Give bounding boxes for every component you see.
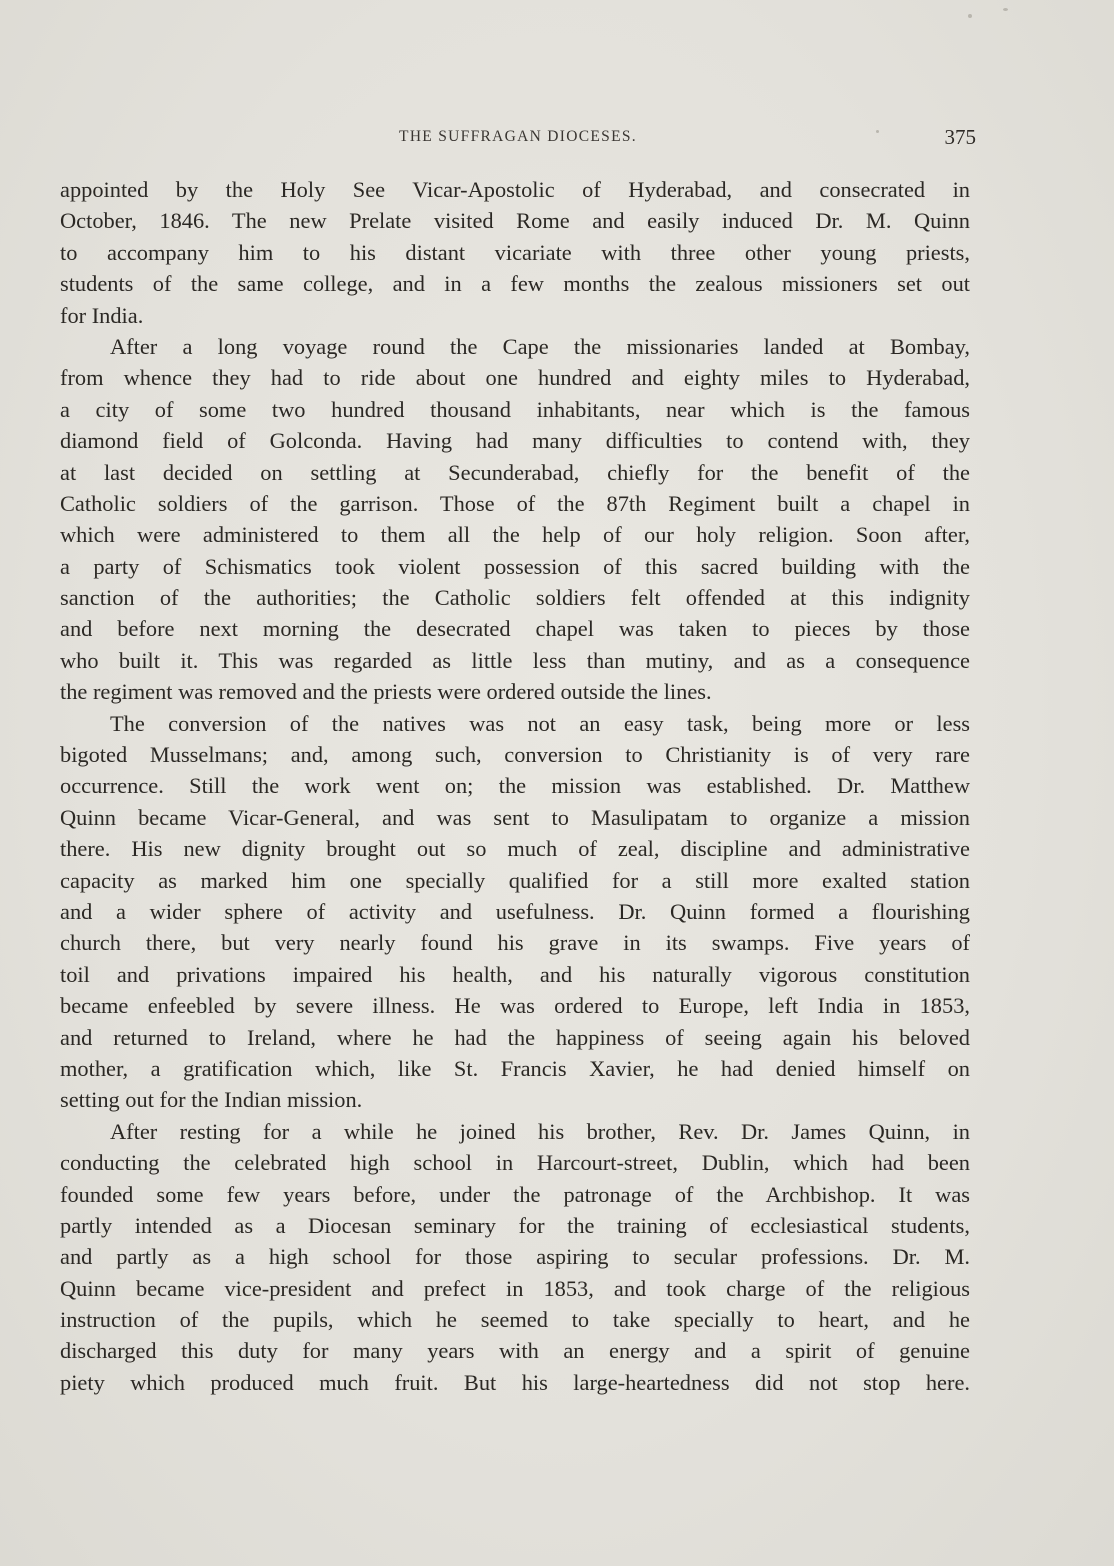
text-line: partly intended as a Diocesan seminary for the training of ecclesiastical students, [60,1212,970,1238]
paper-speck [1003,8,1008,11]
text-line: and before next morning the desecrated chapel was taken to pieces by those [60,616,970,642]
text-line: to accompany him to his distant vicariate with three other young priests, [60,239,970,265]
text-line: a party of Schismatics took violent possession of this sacred building with the [60,553,970,579]
text-line: Quinn became Vicar-General, and was sent to Masulipatam to organize a mission [60,804,970,830]
text-line: students of the same college, and in a few months the zealous missioners set out [60,271,970,297]
text-line: Catholic soldiers of the garrison. Those of the 87th Regiment built a chapel in [60,490,970,516]
text-line: discharged this duty for many years with an energy and a spirit of genuine [60,1338,970,1364]
text-line: which were administered to them all the help of our holy religion. Soon after, [60,522,970,548]
text-line: a city of some two hundred thousand inhabitants, near which is the famous [60,396,970,422]
text-line: occurrence. Still the work went on; the mission was established. Dr. Matthew [60,773,970,799]
text-line: church there, but very nearly found his grave in its swamps. Five years of [60,930,970,956]
text-line: became enfeebled by severe illness. He was ordered to Europe, left India in 1853, [60,993,970,1019]
text-line: conducting the celebrated high school in Harcourt-street, Dublin, which had been [60,1150,970,1176]
text-line: toil and privations impaired his health, and his naturally vigorous constitution [60,961,970,987]
text-line: After resting for a while he joined his brother, Rev. Dr. James Quinn, in [110,1118,970,1144]
paragraph-1 [60,174,970,331]
text-line: October, 1846. The new Prelate visited Rome and easily induced Dr. M. Quinn [60,208,970,234]
text-line: mother, a gratification which, like St. Francis Xavier, he had denied himself on [60,1055,970,1081]
text-line: After a long voyage round the Cape the missionaries landed at Bombay, [110,333,970,359]
running-title: THE SUFFRAGAN DIOCESES. [399,128,637,145]
running-header [60,125,976,154]
paragraph-2 [60,331,970,708]
text-line: bigoted Musselmans; and, among such, conversion to Christianity is of very rare [60,742,970,768]
text-line: piety which produced much fruit. But his large-heartedness did not stop here. [60,1369,970,1395]
page-number: 375 [944,125,976,149]
text-line: who built it. This was regarded as little less than mutiny, and as a consequence [60,647,970,673]
paragraph-4 [60,1116,970,1399]
text-line: from whence they had to ride about one hundred and eighty miles to Hyderabad, [60,365,970,391]
text-line: and returned to Ireland, where he had the happiness of seeing again his beloved [60,1024,970,1050]
text-line: appointed by the Holy See Vicar-Apostolic of Hyderabad, and consecrated in [60,177,970,202]
paper-speck [968,14,972,18]
text-line: Quinn became vice-president and prefect in 1853, and took charge of the religious [60,1275,970,1301]
text-line: instruction of the pupils, which he seemed to take specially to heart, and he [60,1307,970,1333]
text-line: and a wider sphere of activity and usefulness. Dr. Quinn formed a flourishing [60,898,970,924]
text-line: diamond field of Golconda. Having had many difficulties to contend with, they [60,428,970,454]
text-line: setting out for the Indian mission. [60,1087,363,1113]
body-text [60,174,970,1398]
paragraph-3 [60,708,970,1116]
text-line: The conversion of the natives was not an easy task, being more or less [110,710,970,736]
text-line: founded some few years before, under the patronage of the Archbishop. It was [60,1181,970,1207]
text-line: the regiment was removed and the priests were ordered outside the lines. [60,679,712,705]
text-line: at last decided on settling at Secunderabad, chiefly for the benefit of the [60,459,970,485]
text-line: there. His new dignity brought out so much of zeal, discipline and administrative [60,836,970,862]
text-line: and partly as a high school for those aspiring to secular professions. Dr. M. [60,1244,970,1270]
text-line: capacity as marked him one specially qualified for a still more exalted station [60,867,970,893]
text-line: for India. [60,302,144,328]
text-line: sanction of the authorities; the Catholic soldiers felt offended at this indignity [60,585,970,611]
